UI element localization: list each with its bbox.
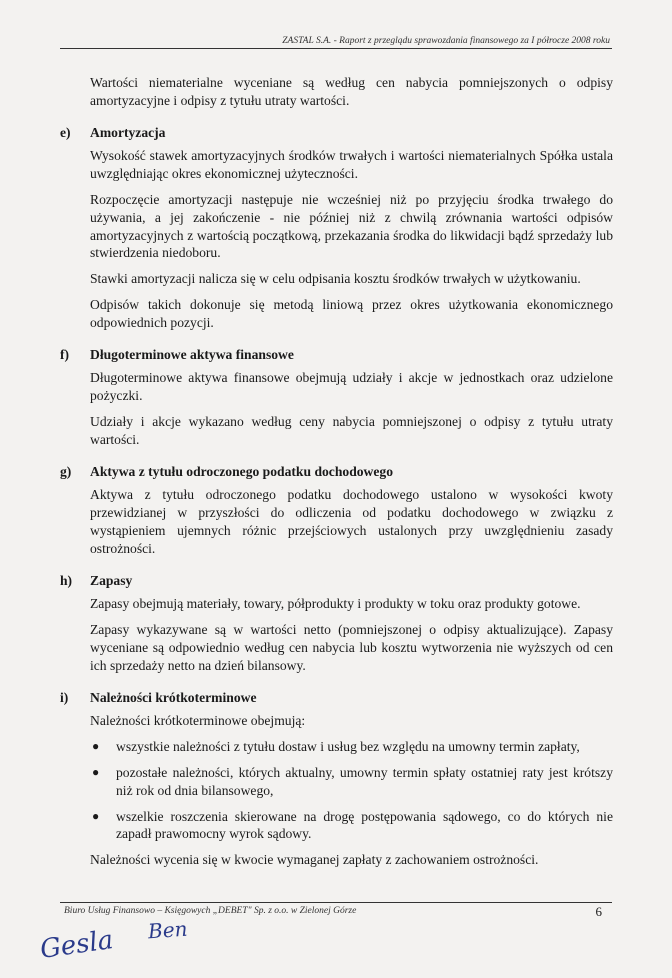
page-header: ZASTAL S.A. - Raport z przeglądu sprawozdania finansowego za I półrocze 2008 roku xyxy=(282,36,610,46)
section-letter: i) xyxy=(60,689,69,705)
section-heading-g xyxy=(60,463,613,481)
paragraph: Zapasy wykazywane są w wartości netto (pomniejszonej o odpisy aktualizujące). Zapasy wyceniane są odpowiednio według cen nabycia lub kosztu wytworzenia nie wyższych od cen ich sprzedaży netto na dzień bilansowy. xyxy=(90,622,613,673)
section-letter: f) xyxy=(60,346,70,362)
header-divider xyxy=(60,48,612,49)
handwritten-signature: Gesla xyxy=(38,925,116,965)
section-letter: g) xyxy=(60,463,72,479)
paragraph: Długoterminowe aktywa finansowe obejmują udziały i akcje w jednostkach oraz udzielone pożyczki. xyxy=(90,370,613,404)
paragraph: Wysokość stawek amortyzacyjnych środków trwałych i wartości niematerialnych Spółka ustala uwzględniając okres ekonomicznej użyteczności. xyxy=(90,148,613,182)
closing-paragraph: Należności wycenia się w kwocie wymaganej zapłaty z zachowaniem ostrożności. xyxy=(90,852,539,868)
paragraph: Rozpoczęcie amortyzacji następuje nie wcześniej niż po przyjęciu środka trwałego do używania, a jej zakończenie - nie później niż z chwilą zrównania wartości odpisów amortyzacyjnych z wartością początkową, przekazania środka do likwidacji bądź sprzedaży lub stwierdzenia niedoboru. xyxy=(90,191,613,261)
handwritten-signature: Ben xyxy=(147,916,189,944)
page-footer: Biuro Usług Finansowo – Księgowych „DEBET" Sp. z o.o. w Zielonej Górze xyxy=(64,906,357,916)
section-heading-e xyxy=(60,124,613,142)
list-item xyxy=(90,738,613,756)
paragraph: Stawki amortyzacji nalicza się w celu odpisania kosztu środków trwałych w użytkowaniu. xyxy=(90,271,581,287)
section-heading-f xyxy=(60,346,613,364)
bullet-icon: ● xyxy=(92,739,100,754)
section-title: Zapasy xyxy=(90,572,133,588)
section-heading-i xyxy=(60,689,613,707)
paragraph: Należności krótkoterminowe obejmują: xyxy=(90,713,306,729)
list-item xyxy=(90,764,613,800)
section-title: Aktywa z tytułu odroczonego podatku dochodowego xyxy=(90,463,393,479)
section-title: Należności krótkoterminowe xyxy=(90,689,257,705)
page-number: 6 xyxy=(595,904,602,919)
section-letter: e) xyxy=(60,124,71,140)
intro-paragraph: Wartości niematerialne wyceniane są według cen nabycia pomniejszonych o odpisy amortyzacyjne i odpisy z tytułu utraty wartości. xyxy=(90,75,613,108)
section-heading-h xyxy=(60,572,613,590)
paragraph: Aktywa z tytułu odroczonego podatku dochodowego ustalono w wysokości kwoty przewidzianej w przyszłości do odliczenia od podatku dochodowego w związku z wystąpieniem ujemnych różnic przejściowych ustalonych przy uwzględnieniu zasady ostrożności. xyxy=(90,487,613,556)
bullet-icon: ● xyxy=(92,764,100,779)
section-title: Długoterminowe aktywa finansowe xyxy=(90,346,294,362)
paragraph: Udziały i akcje wykazano według ceny nabycia pomniejszonej o odpisy z tytułu utraty wartości. xyxy=(90,413,613,447)
section-title: Amortyzacja xyxy=(90,124,166,140)
paragraph: Odpisów takich dokonuje się metodą liniową przez okres użytkowania ekonomicznego odpowiednich pozycji. xyxy=(90,296,613,330)
footer-divider xyxy=(60,902,612,903)
section-letter: h) xyxy=(60,572,73,588)
bullet-icon: ● xyxy=(92,808,100,823)
paragraph: Zapasy obejmują materiały, towary, półprodukty i produkty w toku oraz produkty gotowe. xyxy=(90,596,581,612)
list-item-text: wszelkie roszczenia skierowane na drogę postępowania sądowego, co do których nie zapadł prawomocny wyrok sądowy. xyxy=(116,808,613,842)
document-body xyxy=(60,74,613,877)
list-item-text: wszystkie należności z tytułu dostaw i usług bez względu na umowny termin zapłaty, xyxy=(116,739,580,755)
bullet-list xyxy=(90,738,613,843)
list-item xyxy=(90,808,613,844)
list-item-text: pozostałe należności, których aktualny, umowny termin spłaty ostatniej raty jest krótszy niż rok od dnia bilansowego, xyxy=(116,764,613,798)
